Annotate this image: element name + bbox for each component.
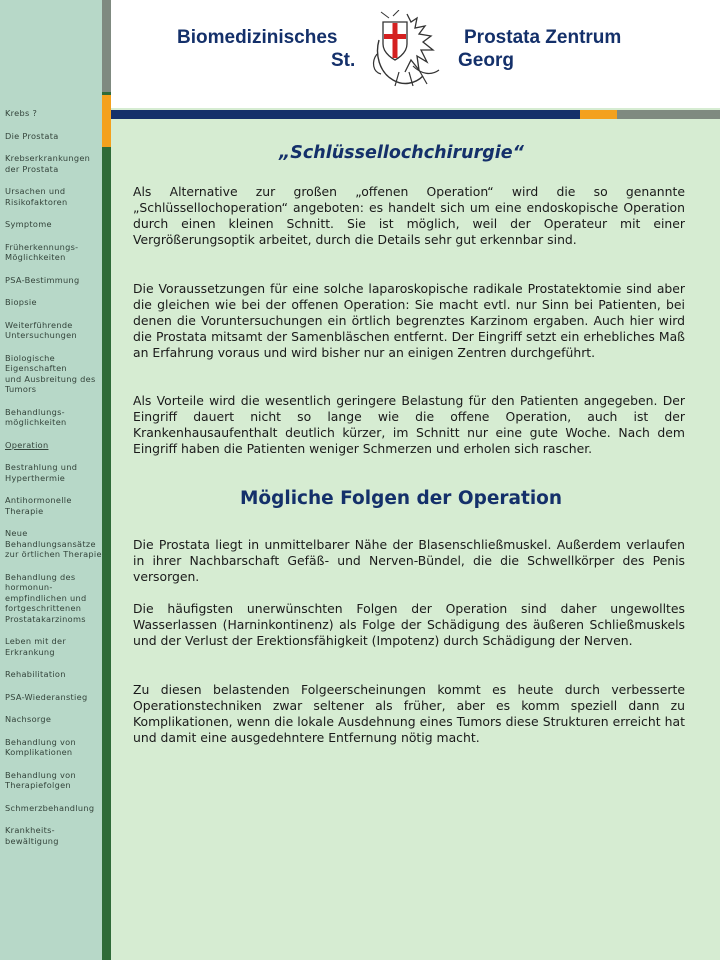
sidebar-divider-accent-gray [102,0,111,92]
sidebar-item-krebserkrankungen[interactable]: Krebserkrankungen der Prostata [5,153,91,174]
sidebar-item-frueherkennung[interactable]: Früherkennungs- Möglichkeiten [5,241,79,262]
sidebar-item-biologische-eigenschaften[interactable]: Biologische Eigenschaften und Ausbreitung des Tumors [5,352,96,394]
site-header [111,0,720,108]
site-title-georg: Georg [458,50,514,71]
paragraph-alternative: Als Alternative zur großen „offenen Operation“ wird die so genannte „Schlüssellochoperation“ angeboten: es handelt sich um eine endoskopische Operation durch einen kleinen Schnitt. Sie ist möglich, weil der Operateur mit einer Vergrößerungsoptik arbeitet, durch die Details sehr gut erkennbar sind. [133,184,685,248]
sidebar-item-symptome[interactable]: Symptome [5,219,52,229]
sidebar-item-ursachen[interactable]: Ursachen und Risikofaktoren [5,186,68,207]
sidebar-item-operation[interactable]: Operation [5,439,49,450]
section-title-schluessellochchirurgie: „Schlüssellochchirurgie“ [279,143,524,163]
sidebar-item-psa-bestimmung[interactable]: PSA-Bestimmung [5,274,80,285]
sidebar-item-untersuchungen[interactable]: Weiterführende Untersuchungen [5,319,77,340]
paragraph-prostata-lage: Die Prostata liegt in unmittelbarer Nähe der Blasenschließmuskel. Außerdem verlaufen in ihrer Nachbarschaft Gefäß- und Nerven-Bündel, die die Schwellkörper des Penis versorgen. [133,537,685,585]
sidebar-item-die-prostata[interactable]: Die Prostata [5,130,59,141]
paragraph-folgeerscheinungen: Zu diesen belastenden Folgeerscheinungen kommt es heute durch verbesserte Operationstechniken zwar seltener als früher, aber es komm speziell dann zu Komplikationen, wenn die lokale Ausdehnung eines Tumors diese Strukturen erreicht hat und damit eine ausgedehntere Entfernung nötig macht. [133,682,685,746]
sidebar-nav [5,108,102,858]
site-title-prostata-zentrum: Prostata Zentrum [464,27,622,48]
header-divider-orange [580,110,617,119]
sidebar-item-schmerzbehandlung[interactable]: Schmerzbehandlung [5,802,95,813]
sidebar-item-rehabilitation[interactable]: Rehabilitation [5,669,66,679]
sidebar-item-nachsorge[interactable]: Nachsorge [5,714,52,724]
sidebar-item-psa-wiederanstieg[interactable]: PSA-Wiederanstieg [5,691,88,702]
paragraph-haeufigste-folgen: Die häufigsten unerwünschten Folgen der Operation sind daher ungewolltes Wasserlassen (Harninkontinenz) als Folge der Schädigung des äußeren Schließmuskels und der Verlust der Erektionsfähigkeit (Impotenz) durch Schädigung der Nerven. [133,601,685,649]
paragraph-voraussetzungen: Die Voraussetzungen für eine solche laparoskopische radikale Prostatektomie sind aber die gleichen wie bei der offenen Operation: Sie macht evtl. nur Sinn bei Patienten, bei denen die Voruntersuchungen ein örtlich begrenztes Karzinom ergaben. Auch hier wird die Prostata mitsamt der Samenbläschen entfernt. Der Eingriff setzt ein erhebliches Maß an Erfahrung voraus und wird bisher nur an einigen Zentren durchgeführt. [133,281,685,361]
sidebar-item-leben-mit-erkrankung[interactable]: Leben mit der Erkrankung [5,636,67,657]
sidebar-item-krebs[interactable]: Krebs ? [5,108,38,118]
site-title-st: St. [331,50,356,71]
paragraph-vorteile: Als Vorteile wird die wesentlich geringere Belastung für den Patienten angegeben. Der Eingriff dauert nicht so lange wie die offene Operation, auch ist der Krankenhausaufenthalt deutlich kürzer, im Schnitt nur eine gute Woche. Nach dem Eingriff haben die Patienten weniger Schmerzen und erholen sich rascher. [133,393,685,457]
sidebar-item-krankheitsbewaeltigung[interactable]: Krankheits- bewältigung [5,825,59,846]
site-title-biomedizinisches: Biomedizinisches [177,27,338,48]
sidebar [0,0,102,960]
sidebar-item-neue-behandlungsansaetze[interactable]: Neue Behandlungsansätze zur örtlichen Therapie [5,528,102,559]
sidebar-item-antihormonelle-therapie[interactable]: Antihormonelle Therapie [5,495,72,516]
sidebar-item-biopsie[interactable]: Biopsie [5,297,37,307]
sidebar-item-therapiefolgen[interactable]: Behandlung von Therapiefolgen [5,769,76,790]
sidebar-divider-accent-orange [102,95,111,147]
header-divider-navy [111,110,580,119]
sidebar-item-komplikationen[interactable]: Behandlung von Komplikationen [5,736,76,757]
sidebar-item-behandlungsmoeglichkeiten[interactable]: Behandlungs- möglichkeiten [5,406,67,427]
section-title-moegliche-folgen: Mögliche Folgen der Operation [240,488,563,509]
sidebar-item-hormonunempfindlich[interactable]: Behandlung des hormonun- empfindlichen und fortgeschrittenen Prostatakarzinoms [5,571,87,624]
sidebar-item-bestrahlung[interactable]: Bestrahlung und Hyperthermie [5,462,78,483]
st-george-dragon-logo-icon[interactable] [369,10,443,90]
